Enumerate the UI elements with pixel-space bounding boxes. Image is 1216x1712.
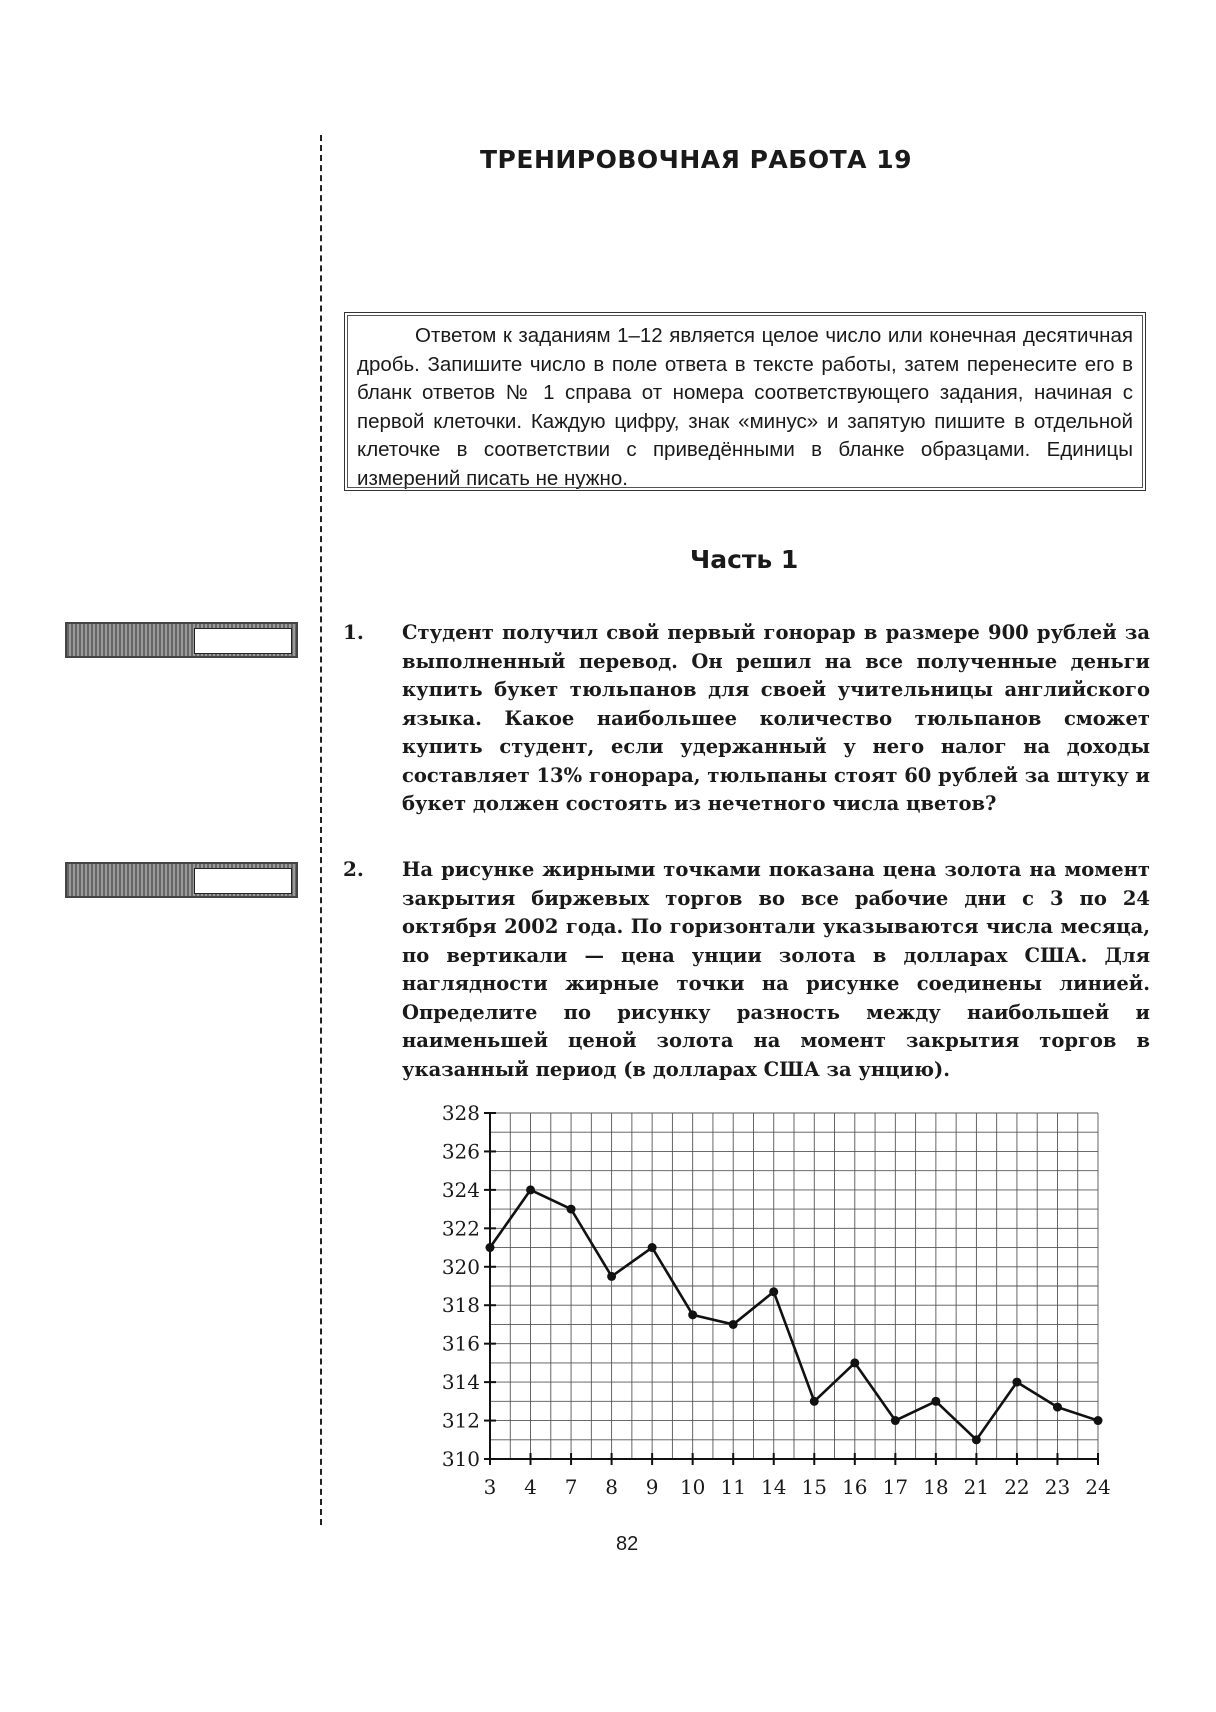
price-point — [1012, 1378, 1021, 1387]
price-point — [1094, 1416, 1103, 1425]
task-text: На рисунке жирными точками показана цена золота на момент закрытия биржевых торгов во все рабочие дни с 3 по 24 октября 2002 года. По горизонтали указываются числа месяца, по вертикали — цена унции золота в долларах США. Для наглядности жирные точки на рисунке соединены линией. Определите по рисунку разность между наибольшей и наименьшей ценой золота на момент закрытия торгов в указанный период (в долларах США за унцию). — [402, 858, 1150, 1081]
price-point — [729, 1320, 738, 1329]
page-title: ТРЕНИРОВОЧНАЯ РАБОТА 19 — [480, 145, 912, 174]
y-tick-label: 310 — [441, 1447, 480, 1471]
instructions-box: Ответом к заданиям 1–12 является целое число или конечная десятичная дробь. Запишите число в поле ответа в тексте работы, затем перенесите его в бланк ответов № 1 справа от номера соответствующего задания, начиная с первой клеточки. Каждую цифру, знак «минус» и запятую пишите в отдельной клеточке в соответствии с приведёнными в бланке образцами. Единицы измерений писать не нужно. — [344, 312, 1146, 491]
answer-field-2[interactable] — [194, 868, 292, 894]
price-point — [931, 1397, 940, 1406]
task-text: Студент получил свой первый гонорар в размере 900 рублей за выполненный перевод. Он решил на все полученные деньги купить букет тюльпанов для своей учительницы английского языка. Какое наибольшее количество тюльпанов сможет купить студент, если удержанный у него налог на доходы составляет 13% гонорара, тюльпаны стоят 60 рублей за штуку и букет должен состоять из нечетного числа цветов? — [402, 621, 1150, 815]
x-tick-label: 14 — [761, 1475, 787, 1499]
answer-box-2[interactable] — [65, 862, 298, 898]
page-number: 82 — [616, 1533, 639, 1555]
gold-price-chart — [420, 1095, 1120, 1515]
price-point — [972, 1435, 981, 1444]
x-tick-label: 4 — [524, 1475, 537, 1499]
y-tick-label: 312 — [441, 1408, 480, 1433]
y-tick-label: 316 — [441, 1331, 480, 1356]
price-point — [486, 1243, 495, 1252]
y-tick-label: 326 — [441, 1139, 480, 1164]
x-tick-label: 24 — [1085, 1475, 1111, 1499]
x-tick-label: 17 — [882, 1475, 909, 1499]
price-point — [688, 1310, 697, 1319]
price-point — [891, 1416, 900, 1425]
part-title: Часть 1 — [690, 545, 799, 574]
x-tick-label: 3 — [483, 1475, 497, 1499]
cut-line — [320, 135, 322, 1525]
task-number: 1. — [343, 620, 364, 644]
y-tick-label: 314 — [441, 1370, 480, 1395]
answer-box-1[interactable] — [65, 622, 298, 658]
x-tick-label: 9 — [645, 1475, 659, 1499]
y-tick-label: 320 — [441, 1254, 480, 1279]
price-point — [648, 1243, 657, 1252]
x-tick-label: 15 — [801, 1475, 827, 1499]
y-tick-label: 318 — [441, 1293, 480, 1318]
x-tick-label: 11 — [720, 1475, 746, 1499]
price-point — [567, 1205, 576, 1214]
x-tick-label: 21 — [963, 1475, 990, 1499]
x-tick-label: 7 — [564, 1475, 578, 1499]
x-tick-label: 18 — [923, 1475, 949, 1499]
y-tick-label: 324 — [441, 1177, 480, 1202]
x-tick-label: 16 — [842, 1475, 868, 1499]
x-tick-label: 8 — [605, 1475, 618, 1499]
answer-field-1[interactable] — [194, 628, 292, 654]
y-tick-label: 322 — [441, 1216, 480, 1241]
price-point — [810, 1397, 819, 1406]
x-tick-label: 10 — [679, 1475, 706, 1499]
price-point — [607, 1272, 616, 1281]
price-point — [1053, 1403, 1062, 1412]
price-point — [769, 1287, 778, 1296]
x-tick-label: 23 — [1044, 1475, 1071, 1499]
x-tick-label: 22 — [1004, 1475, 1030, 1499]
task-number: 2. — [343, 857, 364, 881]
y-tick-label: 328 — [441, 1101, 480, 1125]
price-point — [526, 1185, 535, 1194]
price-point — [850, 1358, 859, 1367]
